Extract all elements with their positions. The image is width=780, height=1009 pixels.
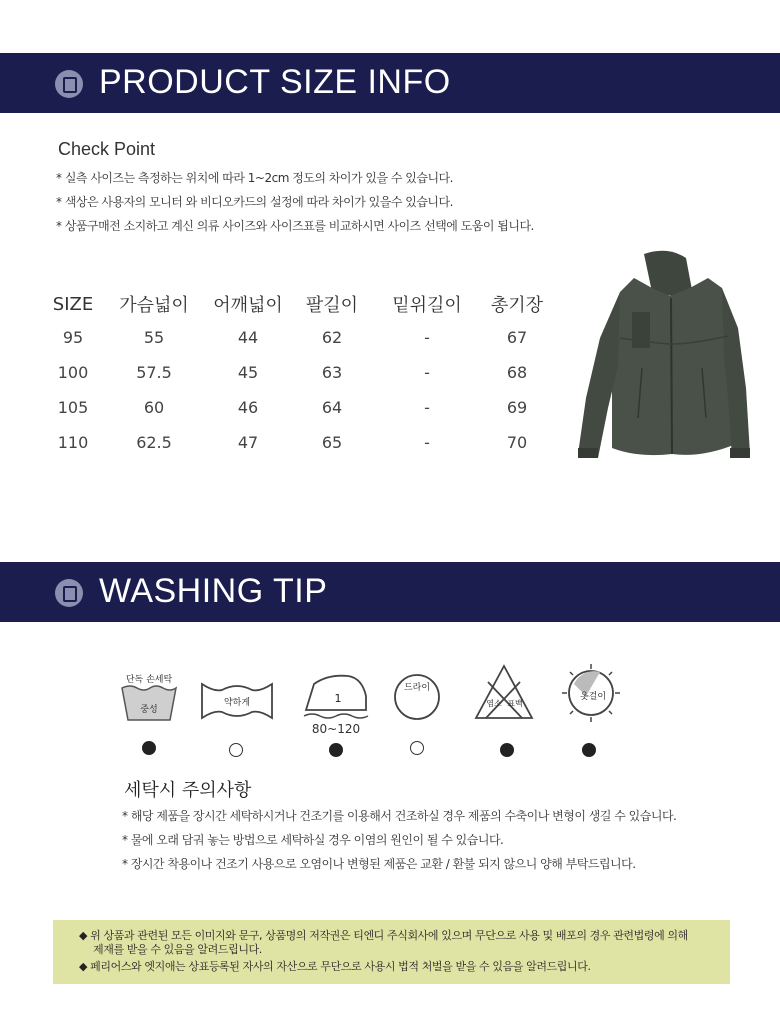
table-cell: 65 <box>321 433 343 452</box>
size-table-header <box>48 288 558 320</box>
table-row <box>48 320 558 355</box>
dry-clean-icon <box>392 672 442 722</box>
caution-note: * 장시간 착용이나 건조기 사용으로 오염이나 변형된 제품은 교환 / 환불 되지 않으니 양해 부탁드립니다. <box>122 857 636 871</box>
caution-note: * 물에 오래 담궈 놓는 방법으로 세탁하실 경우 이염의 원인이 될 수 있습니다. <box>122 833 504 847</box>
caution-title: 세탁시 주의사항 <box>124 780 252 801</box>
size-info-banner <box>0 53 780 113</box>
brand-logo-icon <box>55 579 83 607</box>
iron-icon <box>298 666 374 738</box>
selected-dot-hand-wash <box>142 741 156 755</box>
selected-dot-hang-dry <box>582 743 596 757</box>
caution-notes <box>122 806 676 878</box>
table-row <box>48 355 558 390</box>
table-cell: 100 <box>57 363 89 382</box>
unselected-dot-weak-wring <box>229 743 243 757</box>
hand-wash-top-label: 단독 손세탁 <box>125 675 173 685</box>
hang-dry-label: 옷걸이 <box>579 692 607 702</box>
table-cell: 64 <box>321 398 343 417</box>
check-point-title: Check Point <box>58 139 156 159</box>
table-cell: 57.5 <box>136 363 172 382</box>
weak-wring-label: 약하게 <box>223 698 251 708</box>
table-cell: 68 <box>506 363 528 382</box>
check-note: * 상품구매전 소지하고 계신 의류 사이즈와 사이즈표를 비교하시면 사이즈 선택에 도움이 됩니다. <box>56 219 534 233</box>
washing-tip-title: WASHING TIP <box>99 572 328 610</box>
header-cell: 가슴넓이 <box>119 295 189 316</box>
selected-dot-iron <box>329 743 343 757</box>
table-cell: 63 <box>321 363 343 382</box>
copyright-line-1: ◆ 위 상품과 관련된 모든 이미지와 문구, 상품명의 저작권은 티엔디 주식회사에 있으며 무단으로 사용 및 배포의 경우 관련법령에 의해 <box>79 929 688 942</box>
selected-dot-no-bleach <box>500 743 514 757</box>
table-cell: 105 <box>57 398 89 417</box>
table-cell: 70 <box>506 433 528 452</box>
no-bleach-right-label: 표백 <box>507 699 523 708</box>
table-cell: 44 <box>237 328 259 347</box>
table-cell: - <box>424 363 430 382</box>
check-note: * 색상은 사용자의 모니터 와 비디오카드의 설정에 따라 차이가 있을수 있습니다. <box>56 195 453 209</box>
hang-dry-icon <box>560 662 622 724</box>
table-cell: 95 <box>62 328 84 347</box>
jacket-product-image <box>572 248 754 468</box>
copyright-line-1b: 제재를 받을 수 있음을 알려드립니다. <box>93 943 262 956</box>
weak-wring-icon <box>198 678 276 724</box>
table-cell: 62.5 <box>136 433 172 452</box>
table-cell: - <box>424 328 430 347</box>
table-cell: - <box>424 398 430 417</box>
iron-temp-label: 80~120 <box>311 722 361 736</box>
table-cell: 69 <box>506 398 528 417</box>
size-info-title: PRODUCT SIZE INFO <box>99 63 451 101</box>
no-bleach-icon <box>472 662 536 722</box>
washing-tip-banner <box>0 562 780 622</box>
copyright-line-2: ◆ 페리어스와 엣지애는 상표등록된 자사의 자산으로 무단으로 사용시 법적 처벌을 받을 수 있음을 알려드립니다. <box>79 960 591 973</box>
table-cell: 60 <box>143 398 165 417</box>
unselected-dot-dry-clean <box>410 741 424 755</box>
hand-wash-bottom-label: 중성 <box>140 705 158 715</box>
header-cell: 팔길이 <box>305 295 359 316</box>
no-bleach-left-label: 염소 <box>486 699 502 708</box>
header-cell: SIZE <box>52 293 94 315</box>
table-cell: 110 <box>57 433 89 452</box>
brand-logo-icon <box>55 70 83 98</box>
copyright-notice <box>53 920 730 984</box>
check-point-notes <box>56 168 534 240</box>
table-cell: 47 <box>237 433 259 452</box>
table-row <box>48 390 558 425</box>
header-cell: 어깨넓이 <box>213 295 283 316</box>
table-cell: 62 <box>321 328 343 347</box>
header-cell: 총기장 <box>490 295 544 316</box>
table-cell: 46 <box>237 398 259 417</box>
table-cell: 67 <box>506 328 528 347</box>
iron-level-label: 1 <box>334 692 342 705</box>
table-cell: 45 <box>237 363 259 382</box>
table-row <box>48 425 558 460</box>
check-note: * 실측 사이즈는 측정하는 위치에 따라 1~2cm 정도의 차이가 있을 수 있습니다. <box>56 171 453 185</box>
table-cell: - <box>424 433 430 452</box>
caution-note: * 해당 제품을 장시간 세탁하시거나 건조기를 이용해서 건조하실 경우 제품의 수축이나 변형이 생길 수 있습니다. <box>122 809 677 823</box>
size-table <box>48 288 558 460</box>
dry-clean-label: 드라이 <box>403 683 431 693</box>
header-cell: 밑위길이 <box>392 295 462 316</box>
hand-wash-icon <box>118 670 180 726</box>
table-cell: 55 <box>143 328 165 347</box>
